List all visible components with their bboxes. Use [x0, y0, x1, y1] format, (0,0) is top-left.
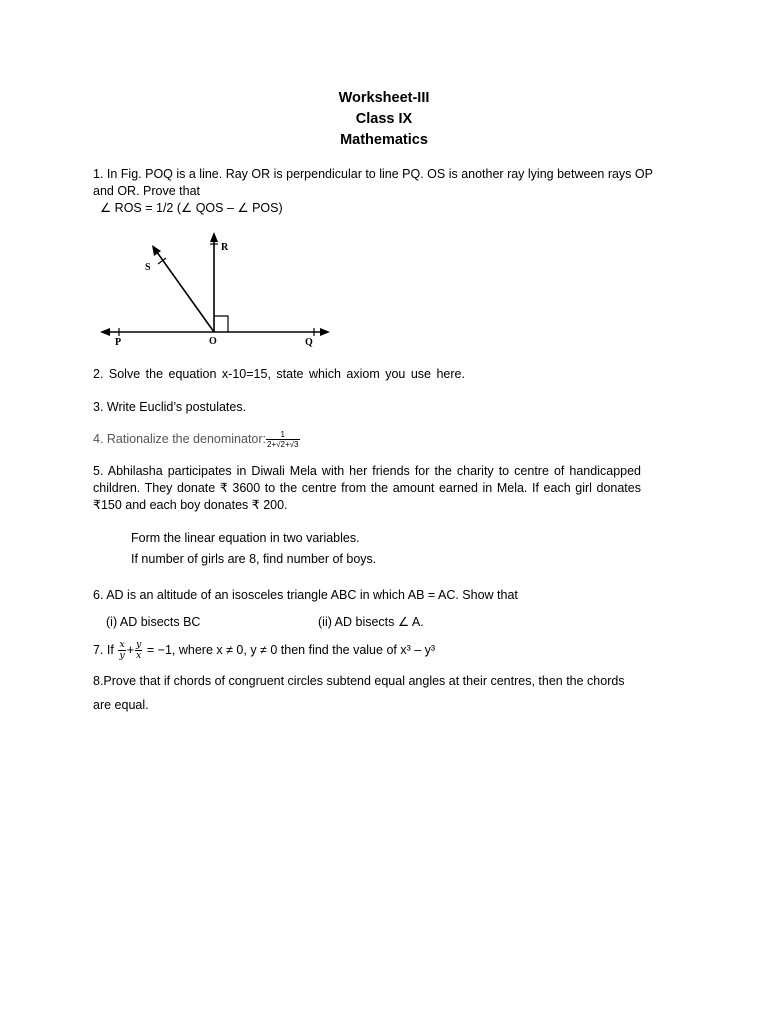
fraction-y-num: y: [136, 639, 142, 650]
label-p: P: [115, 337, 122, 348]
question-7: [93, 640, 653, 661]
subject-label: Mathematics: [340, 132, 428, 148]
question-6: 6. AD is an altitude of an isosceles triangle ABC in which AB = AC. Show that: [93, 588, 518, 602]
fraction-x-num: x: [119, 639, 125, 650]
fraction-numerator: 1: [266, 430, 299, 440]
question-8: 8.Prove that if chords of congruent circles subtend equal angles at their centres, then the chords are equal.: [93, 674, 625, 712]
label-q: Q: [305, 337, 313, 348]
arrow-upleft-icon: [152, 245, 161, 256]
rationalize-fraction: [266, 430, 299, 449]
question-1: [93, 166, 673, 217]
arrow-left-icon: [100, 328, 110, 336]
arrow-up-icon: [210, 232, 218, 242]
angle-figure: [96, 228, 336, 350]
question-3: 3. Write Euclid’s postulates.: [93, 400, 247, 414]
question-7-prefix: 7. If: [93, 642, 114, 657]
question-4: [93, 430, 641, 449]
question-5: 5. Abhilasha participates in Diwali Mela with her friends for the charity to centre of handicapped children. They donate ₹ 3600 to the centre from the amount earned in Mela. If each girl donates ₹150 and each boy donates ₹ 200.: [93, 464, 641, 512]
worksheet-header: [0, 88, 768, 151]
right-angle-mark: [214, 316, 228, 332]
question-5-subparts: [131, 528, 631, 570]
label-s: S: [145, 262, 151, 273]
question-2: 2. Solve the equation x-10=15, state which axiom you use here.: [93, 367, 465, 381]
fraction-denominator: 2+√2+√3: [267, 440, 299, 449]
question-1-formula: ∠ ROS = 1/2 (∠ QOS – ∠ POS): [100, 201, 283, 215]
question-6-part-ii: (ii) AD bisects ∠ A.: [318, 615, 424, 629]
class-label: Class IX: [355, 111, 413, 127]
worksheet-title: Worksheet-III: [338, 90, 430, 106]
question-5-sub2: If number of girls are 8, find number of boys.: [131, 552, 377, 566]
fraction-y-over-x: [135, 640, 142, 661]
arrow-right-icon: [320, 328, 330, 336]
fraction-y-den: y: [119, 650, 125, 661]
plus-sign: +: [126, 642, 135, 657]
question-1-text: 1. In Fig. POQ is a line. Ray OR is perpendicular to line PQ. OS is another ray lying between rays OP and OR. Prove that: [93, 167, 653, 198]
question-4-text: 4. Rationalize the denominator:: [93, 431, 267, 446]
question-5-sub1: Form the linear equation in two variables.: [131, 531, 360, 545]
fraction-x-over-y: [118, 640, 125, 661]
equals-minus-one: = −1: [146, 642, 172, 657]
label-r: R: [221, 242, 229, 253]
question-7-suffix: , where x ≠ 0, y ≠ 0 then find the value of x³ – y³: [171, 642, 436, 657]
label-o: O: [209, 336, 217, 347]
fraction-x-den: x: [136, 650, 142, 661]
question-6-part-i: (i) AD bisects BC: [106, 615, 201, 629]
